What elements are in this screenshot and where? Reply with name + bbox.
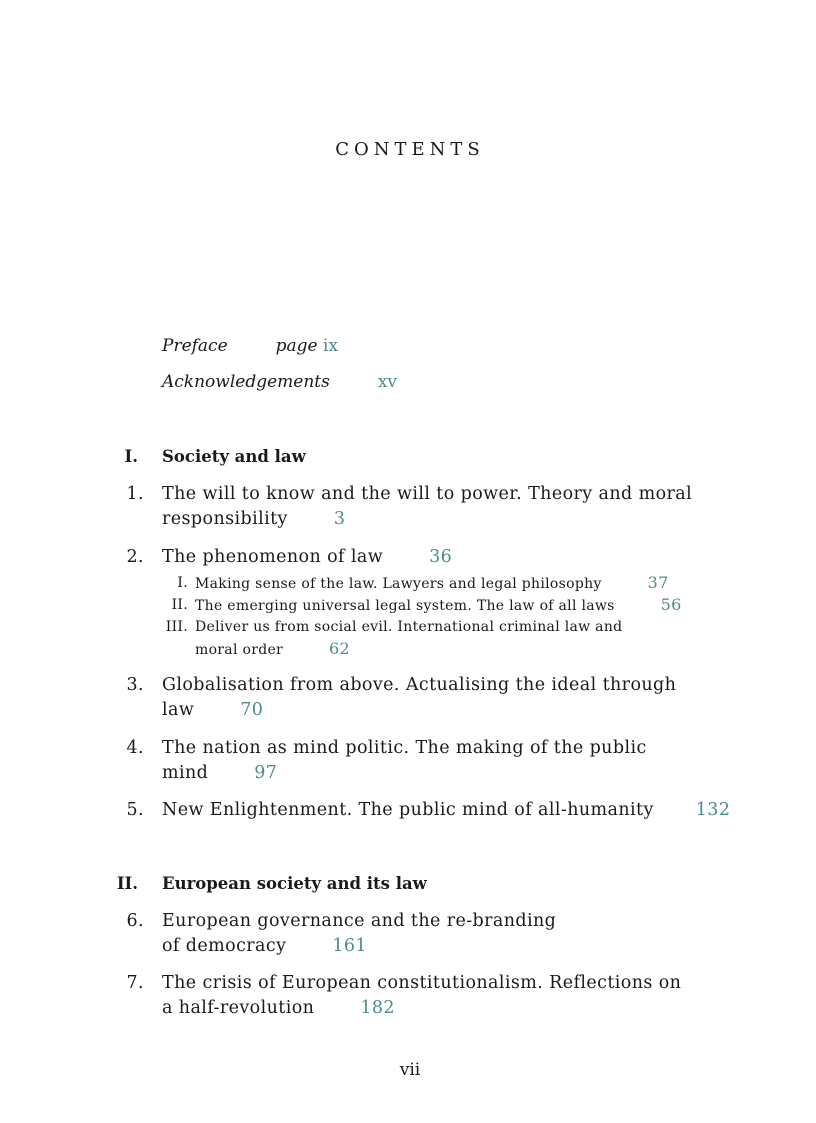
part-title: Society and law [162,447,306,466]
chapter-number: 7. [126,973,144,993]
chapter-page: 36 [429,547,453,567]
page-prefix: page [275,336,318,356]
section-page: 56 [660,595,682,614]
section-page: 37 [647,573,669,592]
chapter-title: The will to know and the will to power. Theory and moral [162,484,693,504]
preface-label: Preface [162,336,228,356]
chapter-page: 97 [254,763,278,783]
chapter-title: Globalisation from above. Actualising the ideal through [162,675,677,695]
chapter-page: 70 [240,700,264,720]
chapter-title-cont: mind [162,763,209,783]
chapter-number: 2. [126,547,144,567]
preface-page: ix [323,336,339,356]
section-title: Deliver us from social evil. International criminal law and [195,619,623,635]
chapter-title: The crisis of European constitutionalism. Reflections on [162,973,682,993]
section-title-cont: moral order [195,642,284,658]
acknowledgements-label: Acknowledgements [162,372,330,392]
chapter-title-cont: responsibility [162,509,288,529]
chapter-title-cont: of democracy [162,936,287,956]
part-title: European society and its law [162,874,427,893]
chapter-page: 182 [360,998,395,1018]
chapter-title: The phenomenon of law [162,547,384,567]
section-title: The emerging universal legal system. The law of all laws [195,598,615,614]
chapter-number: 1. [126,484,144,504]
page-folio: vii [399,1060,421,1080]
chapter-number: 5. [126,800,144,820]
part-number: II. [116,874,138,893]
chapter-title-cont: law [162,700,195,720]
chapter-title: New Enlightenment. The public mind of all-humanity [162,800,654,820]
chapter-number: 6. [126,911,144,931]
section-title: Making sense of the law. Lawyers and legal philosophy [195,576,602,592]
section-number: III. [165,619,188,635]
chapter-number: 3. [126,675,144,695]
chapter-page: 132 [695,800,731,820]
chapter-title: European governance and the re-branding [162,911,557,931]
chapter-title: The nation as mind politic. The making of the public [162,738,647,758]
page-title: CONTENTS [335,139,485,160]
chapter-page: 3 [333,509,346,529]
section-number: I. [177,575,188,591]
chapter-title-cont: a half-revolution [162,998,315,1018]
section-number: II. [171,597,188,613]
toc-acknowledgements[interactable] [162,372,397,392]
section-page: 62 [329,639,351,658]
toc-preface[interactable] [162,336,338,356]
chapter-page: 161 [332,936,367,956]
part-number: I. [124,447,138,466]
chapter-number: 4. [126,738,144,758]
acknowledgements-page: xv [377,372,398,392]
